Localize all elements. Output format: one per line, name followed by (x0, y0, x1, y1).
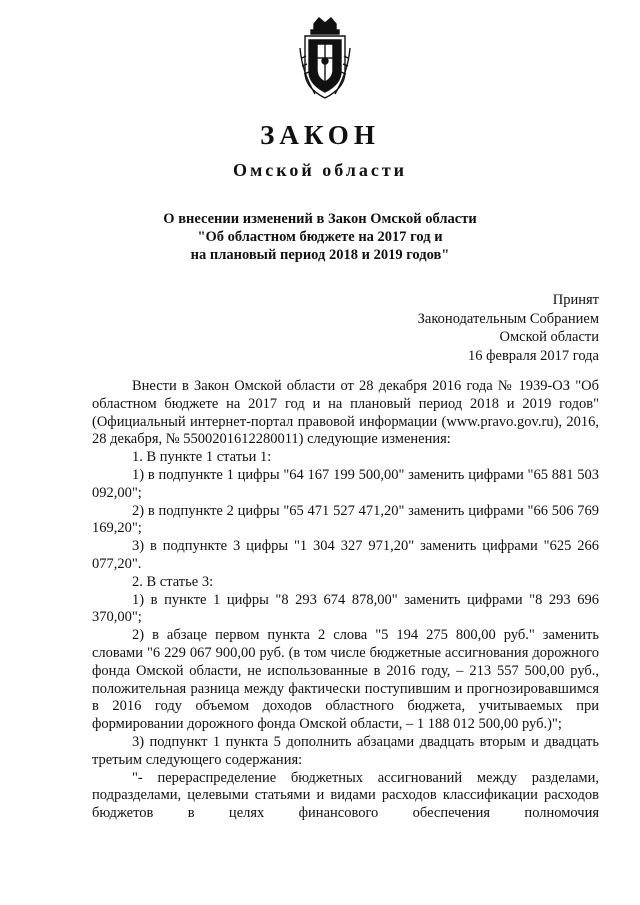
body-paragraph: 1) в пункте 1 цифры "8 293 674 878,00" заменить цифрами "8 293 696 370,00"; (92, 591, 599, 626)
body-paragraph: 2) в абзаце первом пункта 2 слова "5 194 275 800,00 руб." заменить словами "6 229 067 900,00 руб. (в том числе бюджетные ассигнования дорожного фонда Омской области, не использованные в 2016 году, – 213 557 500,00 руб., положительная разница между фактически поступившим и прогнозировавшимся в 2016 году объемом доходов областного бюджета, учитываемых при формировании дорожного фонда Омской области, – 1 188 012 500,00 руб.)"; (92, 627, 599, 733)
adoption-date: 16 февраля 2017 года (467, 347, 599, 364)
heading-line: О внесении изменений в Закон Омской области (163, 211, 477, 227)
body-paragraph: 3) подпункт 1 пункта 5 дополнить абзацами двадцать вторым и двадцать третьим следующего содержания: (92, 733, 599, 768)
heading-line: "Об областном бюджете на 2017 год и (197, 229, 443, 245)
omsk-coat-of-arms-icon (299, 14, 351, 102)
document-title: ЗАКОН (260, 120, 380, 150)
adoption-line: Принят (552, 292, 599, 308)
body-paragraph: 1. В пункте 1 статьи 1: (132, 449, 272, 466)
body-paragraph: 3) в подпункте 3 цифры "1 304 327 971,20" заменить цифрами "625 266 077,20". (92, 538, 599, 572)
adoption-line: Законодательным Собранием (417, 310, 599, 327)
heading-line: на плановый период 2018 и 2019 годов" (190, 247, 450, 263)
law-body (92, 378, 599, 823)
document-subtitle: Омской области (232, 160, 408, 180)
adoption-block (418, 291, 599, 365)
body-paragraph: 2) в подпункте 2 цифры "65 471 527 471,20" заменить цифрами "66 506 769 169,20"; (92, 502, 599, 537)
body-paragraph: 2. В статье 3: (132, 573, 214, 590)
adoption-line: Омской области (499, 329, 599, 345)
body-paragraph: "- перераспределение бюджетных ассигнований между разделами, подразделами, целевыми статьями и видами расходов классификации расходов бюджетов в целях финансового обеспечения полномочия (92, 769, 599, 822)
body-paragraph: 1) в подпункте 1 цифры "64 167 199 500,00" заменить цифрами "65 881 503 092,00"; (92, 466, 599, 501)
body-paragraph: Внести в Закон Омской области от 28 декабря 2016 года № 1939-ОЗ "Об областном бюджете на 2017 год и на плановый период 2018 и 2019 годов" (Официальный интернет-портал правовой информации (www.pravo.gov.ru), 2016, 28 декабря, № 5500201612280011) следующие изменения: (92, 378, 599, 448)
law-heading (0, 210, 640, 264)
